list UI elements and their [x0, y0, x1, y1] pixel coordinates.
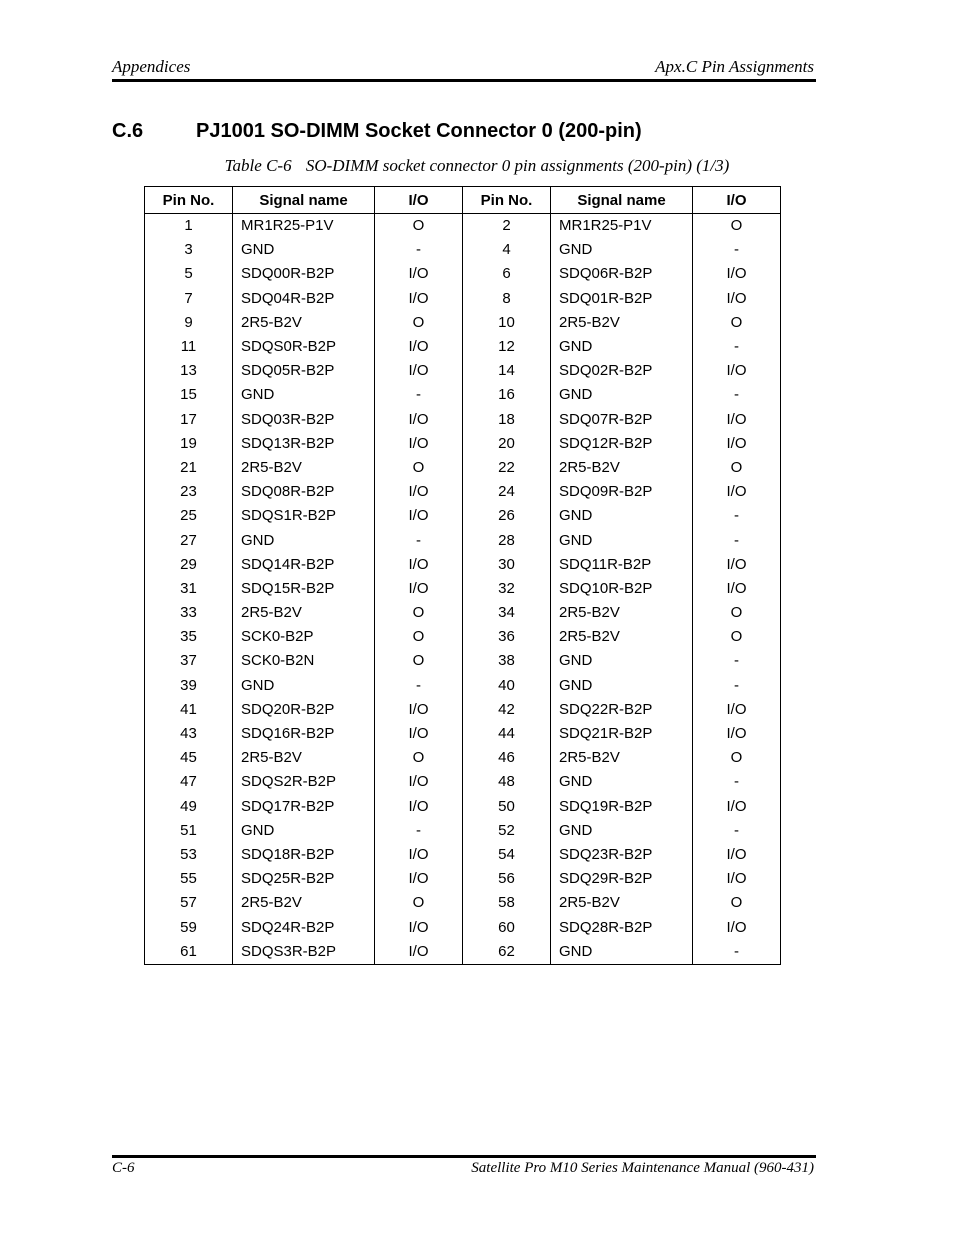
signal-name-cell: GND	[551, 819, 693, 843]
pin-number-cell: 56	[463, 867, 551, 891]
table-row	[145, 408, 781, 432]
pin-number-cell: 55	[145, 867, 233, 891]
io-cell: O	[693, 214, 781, 239]
table-row	[145, 287, 781, 311]
page-header	[112, 57, 814, 79]
io-cell: I/O	[375, 432, 463, 456]
signal-name-cell: SDQ14R-B2P	[233, 553, 375, 577]
pin-number-cell: 8	[463, 287, 551, 311]
table-row	[145, 940, 781, 965]
io-cell: I/O	[375, 770, 463, 794]
pin-number-cell: 31	[145, 577, 233, 601]
signal-name-cell: SDQ21R-B2P	[551, 722, 693, 746]
table-body	[145, 214, 781, 965]
pin-number-cell: 42	[463, 698, 551, 722]
pin-number-cell: 28	[463, 528, 551, 552]
io-cell: I/O	[375, 698, 463, 722]
io-cell: O	[693, 625, 781, 649]
pin-number-cell: 3	[145, 238, 233, 262]
signal-name-cell: GND	[551, 674, 693, 698]
pin-number-cell: 54	[463, 843, 551, 867]
pin-number-cell: 7	[145, 287, 233, 311]
column-header-pin-no: Pin No.	[145, 187, 233, 214]
pin-number-cell: 35	[145, 625, 233, 649]
table-row	[145, 262, 781, 286]
section-number: C.6	[112, 120, 144, 142]
table-caption-text: SO-DIMM socket connector 0 pin assignments (200-pin) (1/3)	[305, 156, 730, 175]
table-row	[145, 722, 781, 746]
table-row	[145, 698, 781, 722]
table-row	[145, 577, 781, 601]
table-row	[145, 649, 781, 673]
table-row	[145, 359, 781, 383]
pin-number-cell: 47	[145, 770, 233, 794]
signal-name-cell: GND	[233, 238, 375, 262]
signal-name-cell: SDQ04R-B2P	[233, 287, 375, 311]
io-cell: -	[375, 528, 463, 552]
io-cell: I/O	[375, 335, 463, 359]
signal-name-cell: GND	[233, 819, 375, 843]
io-cell: O	[375, 625, 463, 649]
io-cell: I/O	[375, 867, 463, 891]
io-cell: I/O	[693, 553, 781, 577]
io-cell: O	[693, 456, 781, 480]
table-caption-label: Table C-6	[224, 156, 292, 175]
header-right-text: Apx.C Pin Assignments	[655, 57, 814, 76]
io-cell: I/O	[693, 843, 781, 867]
signal-name-cell: MR1R25-P1V	[551, 214, 693, 239]
signal-name-cell: 2R5-B2V	[233, 891, 375, 915]
io-cell: -	[693, 649, 781, 673]
io-cell: O	[375, 214, 463, 239]
pin-number-cell: 30	[463, 553, 551, 577]
pin-number-cell: 38	[463, 649, 551, 673]
io-cell: -	[693, 383, 781, 407]
io-cell: I/O	[693, 432, 781, 456]
io-cell: -	[693, 528, 781, 552]
pin-number-cell: 50	[463, 795, 551, 819]
signal-name-cell: SDQ19R-B2P	[551, 795, 693, 819]
pin-number-cell: 4	[463, 238, 551, 262]
signal-name-cell: GND	[551, 335, 693, 359]
io-cell: -	[693, 940, 781, 965]
table-row	[145, 915, 781, 939]
section-title: PJ1001 SO-DIMM Socket Connector 0 (200-pin)	[196, 120, 642, 142]
signal-name-cell: 2R5-B2V	[233, 311, 375, 335]
column-header-io: I/O	[693, 187, 781, 214]
pin-number-cell: 23	[145, 480, 233, 504]
pin-number-cell: 53	[145, 843, 233, 867]
io-cell: O	[375, 311, 463, 335]
io-cell: -	[693, 238, 781, 262]
column-header-io: I/O	[375, 187, 463, 214]
io-cell: I/O	[693, 359, 781, 383]
io-cell: I/O	[375, 553, 463, 577]
signal-name-cell: SDQ02R-B2P	[551, 359, 693, 383]
io-cell: I/O	[375, 940, 463, 965]
signal-name-cell: SDQ10R-B2P	[551, 577, 693, 601]
signal-name-cell: SDQ00R-B2P	[233, 262, 375, 286]
signal-name-cell: SDQ29R-B2P	[551, 867, 693, 891]
signal-name-cell: SDQS1R-B2P	[233, 504, 375, 528]
pin-number-cell: 29	[145, 553, 233, 577]
pin-number-cell: 14	[463, 359, 551, 383]
io-cell: I/O	[375, 262, 463, 286]
pin-number-cell: 6	[463, 262, 551, 286]
signal-name-cell: SDQ07R-B2P	[551, 408, 693, 432]
table-row	[145, 432, 781, 456]
pin-number-cell: 44	[463, 722, 551, 746]
signal-name-cell: GND	[551, 649, 693, 673]
table-row	[145, 770, 781, 794]
signal-name-cell: SDQ06R-B2P	[551, 262, 693, 286]
signal-name-cell: GND	[233, 674, 375, 698]
table-row	[145, 601, 781, 625]
signal-name-cell: SDQ05R-B2P	[233, 359, 375, 383]
signal-name-cell: GND	[233, 528, 375, 552]
io-cell: -	[693, 770, 781, 794]
table-row	[145, 335, 781, 359]
signal-name-cell: SDQ28R-B2P	[551, 915, 693, 939]
signal-name-cell: SDQ16R-B2P	[233, 722, 375, 746]
signal-name-cell: GND	[233, 383, 375, 407]
signal-name-cell: SDQ20R-B2P	[233, 698, 375, 722]
column-header-signal-name: Signal name	[551, 187, 693, 214]
pin-number-cell: 61	[145, 940, 233, 965]
io-cell: O	[375, 456, 463, 480]
io-cell: -	[375, 383, 463, 407]
table-row	[145, 746, 781, 770]
io-cell: O	[693, 601, 781, 625]
pin-number-cell: 40	[463, 674, 551, 698]
signal-name-cell: SDQ01R-B2P	[551, 287, 693, 311]
table-caption	[0, 156, 954, 176]
pin-number-cell: 32	[463, 577, 551, 601]
signal-name-cell: SDQ12R-B2P	[551, 432, 693, 456]
io-cell: O	[375, 746, 463, 770]
pin-number-cell: 33	[145, 601, 233, 625]
signal-name-cell: GND	[551, 940, 693, 965]
signal-name-cell: SDQ09R-B2P	[551, 480, 693, 504]
io-cell: I/O	[375, 408, 463, 432]
io-cell: I/O	[693, 480, 781, 504]
pin-number-cell: 5	[145, 262, 233, 286]
io-cell: -	[693, 674, 781, 698]
pin-number-cell: 20	[463, 432, 551, 456]
io-cell: I/O	[693, 698, 781, 722]
table-row	[145, 674, 781, 698]
table-row	[145, 456, 781, 480]
header-rule	[112, 79, 816, 82]
pin-number-cell: 22	[463, 456, 551, 480]
pin-number-cell: 37	[145, 649, 233, 673]
table-row	[145, 795, 781, 819]
pin-assignment-table	[144, 186, 781, 965]
signal-name-cell: SDQ11R-B2P	[551, 553, 693, 577]
pin-number-cell: 1	[145, 214, 233, 239]
signal-name-cell: GND	[551, 528, 693, 552]
io-cell: I/O	[375, 915, 463, 939]
table-row	[145, 867, 781, 891]
signal-name-cell: SDQ17R-B2P	[233, 795, 375, 819]
io-cell: I/O	[375, 359, 463, 383]
pin-number-cell: 15	[145, 383, 233, 407]
table-header-row	[145, 187, 781, 214]
pin-number-cell: 16	[463, 383, 551, 407]
io-cell: -	[693, 335, 781, 359]
table-row	[145, 238, 781, 262]
table-row	[145, 214, 781, 239]
pin-number-cell: 62	[463, 940, 551, 965]
table-row	[145, 891, 781, 915]
io-cell: I/O	[693, 722, 781, 746]
pin-number-cell: 49	[145, 795, 233, 819]
pin-number-cell: 21	[145, 456, 233, 480]
io-cell: I/O	[375, 722, 463, 746]
signal-name-cell: SDQ25R-B2P	[233, 867, 375, 891]
io-cell: I/O	[693, 408, 781, 432]
page-footer	[112, 1160, 814, 1182]
io-cell: -	[375, 819, 463, 843]
signal-name-cell: 2R5-B2V	[551, 625, 693, 649]
pin-number-cell: 58	[463, 891, 551, 915]
signal-name-cell: SDQ15R-B2P	[233, 577, 375, 601]
pin-number-cell: 51	[145, 819, 233, 843]
signal-name-cell: GND	[551, 770, 693, 794]
footer-rule	[112, 1155, 816, 1158]
pin-number-cell: 11	[145, 335, 233, 359]
io-cell: I/O	[693, 262, 781, 286]
header-left-text: Appendices	[112, 57, 191, 76]
table-row	[145, 819, 781, 843]
table-row	[145, 553, 781, 577]
io-cell: -	[693, 504, 781, 528]
pin-number-cell: 59	[145, 915, 233, 939]
signal-name-cell: GND	[551, 504, 693, 528]
pin-number-cell: 19	[145, 432, 233, 456]
signal-name-cell: SDQ23R-B2P	[551, 843, 693, 867]
io-cell: O	[693, 311, 781, 335]
pin-number-cell: 18	[463, 408, 551, 432]
pin-number-cell: 36	[463, 625, 551, 649]
table-row	[145, 625, 781, 649]
signal-name-cell: SDQ08R-B2P	[233, 480, 375, 504]
io-cell: I/O	[375, 577, 463, 601]
signal-name-cell: GND	[551, 238, 693, 262]
signal-name-cell: GND	[551, 383, 693, 407]
io-cell: O	[375, 649, 463, 673]
io-cell: -	[375, 674, 463, 698]
column-header-pin-no: Pin No.	[463, 187, 551, 214]
pin-number-cell: 25	[145, 504, 233, 528]
pin-number-cell: 9	[145, 311, 233, 335]
signal-name-cell: SCK0-B2P	[233, 625, 375, 649]
io-cell: I/O	[375, 843, 463, 867]
signal-name-cell: 2R5-B2V	[551, 456, 693, 480]
io-cell: I/O	[693, 577, 781, 601]
io-cell: I/O	[375, 287, 463, 311]
signal-name-cell: 2R5-B2V	[551, 311, 693, 335]
io-cell: I/O	[375, 504, 463, 528]
io-cell: I/O	[693, 867, 781, 891]
pin-number-cell: 39	[145, 674, 233, 698]
signal-name-cell: SDQS0R-B2P	[233, 335, 375, 359]
io-cell: I/O	[693, 795, 781, 819]
pin-number-cell: 12	[463, 335, 551, 359]
io-cell: I/O	[693, 915, 781, 939]
pin-number-cell: 48	[463, 770, 551, 794]
pin-number-cell: 17	[145, 408, 233, 432]
signal-name-cell: SDQ13R-B2P	[233, 432, 375, 456]
signal-name-cell: 2R5-B2V	[233, 601, 375, 625]
pin-number-cell: 43	[145, 722, 233, 746]
signal-name-cell: 2R5-B2V	[233, 456, 375, 480]
io-cell: O	[375, 601, 463, 625]
signal-name-cell: SDQS3R-B2P	[233, 940, 375, 965]
table-row	[145, 480, 781, 504]
table-row	[145, 311, 781, 335]
pin-number-cell: 27	[145, 528, 233, 552]
table-row	[145, 383, 781, 407]
pin-number-cell: 57	[145, 891, 233, 915]
signal-name-cell: SDQ22R-B2P	[551, 698, 693, 722]
signal-name-cell: SCK0-B2N	[233, 649, 375, 673]
pin-number-cell: 26	[463, 504, 551, 528]
pin-number-cell: 46	[463, 746, 551, 770]
column-header-signal-name: Signal name	[233, 187, 375, 214]
signal-name-cell: SDQS2R-B2P	[233, 770, 375, 794]
table-row	[145, 843, 781, 867]
io-cell: I/O	[375, 795, 463, 819]
io-cell: O	[375, 891, 463, 915]
footer-manual-title: Satellite Pro M10 Series Maintenance Manual (960-431)	[471, 1160, 814, 1176]
io-cell: -	[693, 819, 781, 843]
signal-name-cell: SDQ18R-B2P	[233, 843, 375, 867]
footer-page-number: C-6	[112, 1160, 135, 1176]
signal-name-cell: MR1R25-P1V	[233, 214, 375, 239]
pin-number-cell: 52	[463, 819, 551, 843]
pin-number-cell: 45	[145, 746, 233, 770]
pin-number-cell: 2	[463, 214, 551, 239]
pin-number-cell: 60	[463, 915, 551, 939]
signal-name-cell: SDQ24R-B2P	[233, 915, 375, 939]
signal-name-cell: SDQ03R-B2P	[233, 408, 375, 432]
io-cell: I/O	[693, 287, 781, 311]
pin-number-cell: 34	[463, 601, 551, 625]
signal-name-cell: 2R5-B2V	[551, 746, 693, 770]
table-row	[145, 504, 781, 528]
pin-number-cell: 13	[145, 359, 233, 383]
io-cell: O	[693, 891, 781, 915]
pin-number-cell: 41	[145, 698, 233, 722]
io-cell: O	[693, 746, 781, 770]
signal-name-cell: 2R5-B2V	[551, 891, 693, 915]
signal-name-cell: 2R5-B2V	[551, 601, 693, 625]
io-cell: I/O	[375, 480, 463, 504]
pin-number-cell: 24	[463, 480, 551, 504]
pin-number-cell: 10	[463, 311, 551, 335]
table-row	[145, 528, 781, 552]
io-cell: -	[375, 238, 463, 262]
signal-name-cell: 2R5-B2V	[233, 746, 375, 770]
